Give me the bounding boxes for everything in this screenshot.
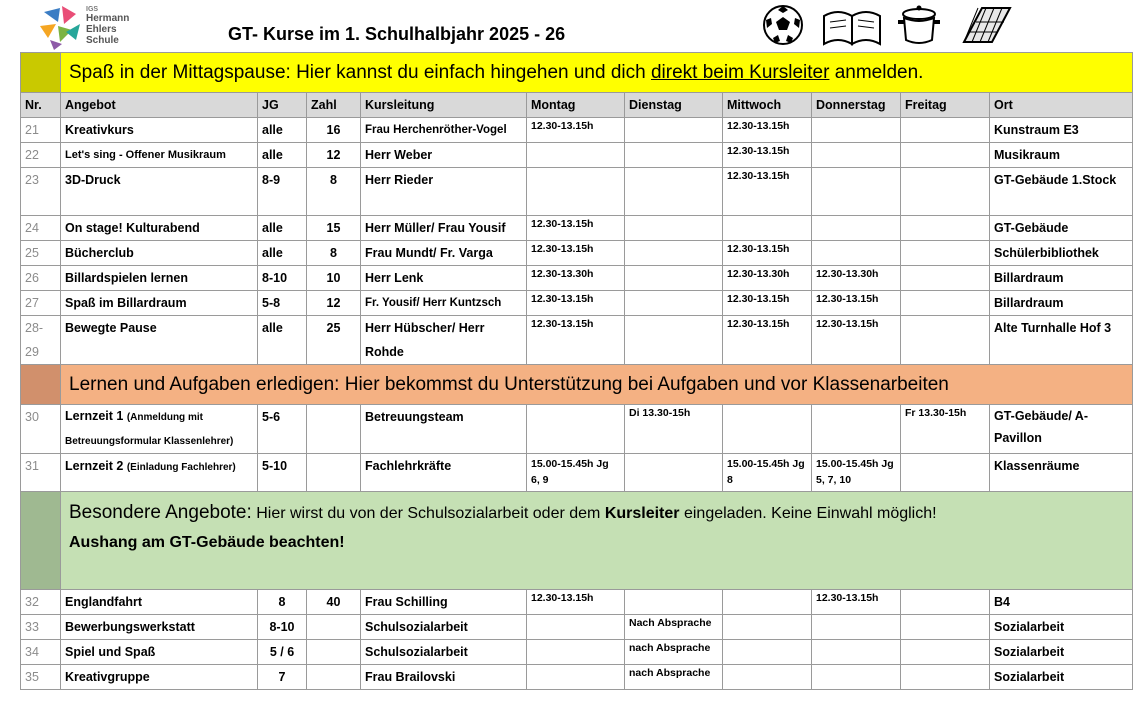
cell-montag (527, 640, 625, 665)
cell-leitung: Frau Brailovski (361, 665, 527, 690)
cell-zahl: 10 (307, 266, 361, 291)
cell-jg: 5-8 (258, 291, 307, 316)
section-text-end: anmelden. (829, 61, 924, 83)
cell-zahl (307, 454, 361, 492)
cell-dienstag (625, 291, 723, 316)
header-icons (760, 2, 1020, 48)
cell-ort: B4 (990, 590, 1133, 615)
cell-leitung: Schulsozialarbeit (361, 615, 527, 640)
cell-montag (527, 615, 625, 640)
cell-ort: Sozialarbeit (990, 615, 1133, 640)
cell-leitung: Frau Herchenröther-Vogel (361, 118, 527, 143)
cell-zahl (307, 665, 361, 690)
cell-donnerstag: 12.30-13.15h (812, 316, 901, 365)
table-row (21, 615, 1133, 640)
cell-ort: Alte Turnhalle Hof 3 (990, 316, 1133, 365)
cell-nr: 28-29 (21, 316, 61, 365)
table-row (21, 143, 1133, 168)
angebot-note: (Einladung Fachlehrer) (126, 462, 236, 473)
cell-leitung: Betreuungsteam (361, 405, 527, 454)
section-swatch (21, 492, 61, 590)
logo-line3: Schule (86, 35, 119, 46)
cell-nr: 22 (21, 143, 61, 168)
section-lead: Besondere Angebote: (69, 502, 252, 523)
cell-leitung: Schulsozialarbeit (361, 640, 527, 665)
cell-angebot (61, 405, 258, 454)
cell-angebot: Bewegte Pause (61, 316, 258, 365)
cell-jg: 8-10 (258, 615, 307, 640)
section-swatch (21, 53, 61, 93)
cell-montag (527, 143, 625, 168)
col-montag: Montag (527, 93, 625, 118)
cell-dienstag (625, 590, 723, 615)
col-zahl: Zahl (307, 93, 361, 118)
course-table (20, 52, 1133, 690)
cell-angebot: Spiel und Spaß (61, 640, 258, 665)
col-nr: Nr. (21, 93, 61, 118)
cell-nr: 27 (21, 291, 61, 316)
cell-montag: 12.30-13.15h (527, 241, 625, 266)
board-game-icon (960, 2, 1014, 48)
cell-angebot: Billardspielen lernen (61, 266, 258, 291)
cell-leitung: Fr. Yousif/ Herr Kuntzsch (361, 291, 527, 316)
cell-donnerstag (812, 143, 901, 168)
section-text: Hier wirst du von der Schulsozialarbeit oder dem (251, 505, 605, 522)
cell-freitag (901, 143, 990, 168)
logo-line2: Ehlers (86, 24, 117, 35)
cell-jg: 5 / 6 (258, 640, 307, 665)
document-title: GT- Kurse im 1. Schulhalbjahr 2025 - 26 (228, 24, 566, 44)
cell-donnerstag (812, 405, 901, 454)
col-kursleitung: Kursleitung (361, 93, 527, 118)
cell-ort: Sozialarbeit (990, 665, 1133, 690)
logo-line1: Hermann (86, 13, 130, 24)
cell-jg: alle (258, 241, 307, 266)
col-mittwoch: Mittwoch (723, 93, 812, 118)
cell-angebot (61, 454, 258, 492)
cell-nr: 24 (21, 216, 61, 241)
cell-ort: Billardraum (990, 291, 1133, 316)
cell-freitag (901, 316, 990, 365)
cell-leitung: Fachlehrkräfte (361, 454, 527, 492)
section-emphasis: Kursleiter (604, 505, 680, 522)
cell-angebot: Bewerbungswerkstatt (61, 615, 258, 640)
cell-ort: GT-Gebäude/ A-Pavillon (990, 405, 1133, 454)
cooking-pot-icon (896, 2, 942, 48)
cell-freitag: Fr 13.30-15h (901, 405, 990, 454)
cell-dienstag: nach Absprache (625, 665, 723, 690)
school-logo-mark-icon (36, 4, 86, 50)
cell-ort: Kunstraum E3 (990, 118, 1133, 143)
cell-donnerstag: 12.30-13.30h (812, 266, 901, 291)
cell-zahl: 25 (307, 316, 361, 365)
cell-freitag (901, 266, 990, 291)
cell-angebot: Spaß im Billardraum (61, 291, 258, 316)
cell-donnerstag (812, 216, 901, 241)
col-angebot: Angebot (61, 93, 258, 118)
cell-dienstag (625, 454, 723, 492)
cell-mittwoch (723, 216, 812, 241)
cell-zahl: 15 (307, 216, 361, 241)
cell-nr: 34 (21, 640, 61, 665)
cell-mittwoch (723, 615, 812, 640)
cell-jg: alle (258, 216, 307, 241)
cell-freitag (901, 454, 990, 492)
soccer-ball-icon (760, 2, 806, 48)
cell-angebot: Kreativgruppe (61, 665, 258, 690)
cell-dienstag (625, 241, 723, 266)
school-logo (36, 4, 146, 50)
cell-zahl: 16 (307, 118, 361, 143)
cell-nr: 26 (21, 266, 61, 291)
section-swatch (21, 365, 61, 405)
section-title: Lernen und Aufgaben erledigen: Hier bekommst du Unterstützung bei Aufgaben und vor Klassenarbeiten (61, 365, 1133, 405)
cell-mittwoch: 12.30-13.15h (723, 316, 812, 365)
cell-mittwoch (723, 590, 812, 615)
cell-leitung: Herr Hübscher/ Herr Rohde (361, 316, 527, 365)
cell-dienstag (625, 266, 723, 291)
section-title (61, 492, 1133, 590)
cell-freitag (901, 615, 990, 640)
cell-donnerstag (812, 118, 901, 143)
cell-dienstag: Di 13.30-15h (625, 405, 723, 454)
col-ort: Ort (990, 93, 1133, 118)
cell-mittwoch: 15.00-15.45h Jg 8 (723, 454, 812, 492)
section-notice: Aushang am GT-Gebäude beachten! (69, 534, 345, 551)
cell-ort: GT-Gebäude (990, 216, 1133, 241)
cell-angebot: Bücherclub (61, 241, 258, 266)
cell-nr: 32 (21, 590, 61, 615)
cell-mittwoch: 12.30-13.30h (723, 266, 812, 291)
table-row (21, 316, 1133, 365)
col-freitag: Freitag (901, 93, 990, 118)
cell-ort: Sozialarbeit (990, 640, 1133, 665)
cell-donnerstag (812, 241, 901, 266)
table-row (21, 241, 1133, 266)
cell-ort: Schülerbibliothek (990, 241, 1133, 266)
cell-ort: GT-Gebäude 1.Stock (990, 168, 1133, 216)
cell-dienstag: nach Absprache (625, 640, 723, 665)
cell-jg: 8-10 (258, 266, 307, 291)
cell-montag: 12.30-13.30h (527, 266, 625, 291)
cell-angebot: 3D-Druck (61, 168, 258, 216)
cell-donnerstag (812, 168, 901, 216)
cell-freitag (901, 640, 990, 665)
column-header-row (21, 93, 1133, 118)
table-row (21, 216, 1133, 241)
cell-donnerstag (812, 665, 901, 690)
cell-mittwoch: 12.30-13.15h (723, 168, 812, 216)
cell-zahl (307, 405, 361, 454)
cell-freitag (901, 118, 990, 143)
cell-mittwoch (723, 640, 812, 665)
cell-montag: 12.30-13.15h (527, 291, 625, 316)
table-row (21, 291, 1133, 316)
cell-nr: 21 (21, 118, 61, 143)
cell-nr: 35 (21, 665, 61, 690)
section-text-end: eingeladen. Keine Einwahl möglich! (679, 505, 937, 522)
table-row (21, 405, 1133, 454)
cell-freitag (901, 291, 990, 316)
section-text: Spaß in der Mittagspause: Hier kannst du einfach hingehen und dich (69, 61, 651, 83)
cell-leitung: Herr Rieder (361, 168, 527, 216)
cell-nr: 31 (21, 454, 61, 492)
cell-leitung: Frau Schilling (361, 590, 527, 615)
cell-dienstag (625, 143, 723, 168)
section-besondere (21, 492, 1133, 590)
col-dienstag: Dienstag (625, 93, 723, 118)
cell-dienstag: Nach Absprache (625, 615, 723, 640)
cell-jg: alle (258, 143, 307, 168)
cell-jg: 8-9 (258, 168, 307, 216)
cell-mittwoch: 12.30-13.15h (723, 291, 812, 316)
angebot-title: Lernzeit 2 (65, 459, 124, 473)
cell-montag (527, 405, 625, 454)
cell-zahl: 8 (307, 241, 361, 266)
cell-jg: alle (258, 118, 307, 143)
cell-dienstag (625, 216, 723, 241)
cell-nr: 23 (21, 168, 61, 216)
cell-jg: 5-6 (258, 405, 307, 454)
cell-leitung: Frau Mundt/ Fr. Varga (361, 241, 527, 266)
cell-donnerstag: 12.30-13.15h (812, 291, 901, 316)
cell-angebot: On stage! Kulturabend (61, 216, 258, 241)
cell-nr: 33 (21, 615, 61, 640)
table-row (21, 640, 1133, 665)
cell-jg: 8 (258, 590, 307, 615)
section-emphasis: direkt beim Kursleiter (650, 61, 830, 83)
cell-montag: 12.30-13.15h (527, 216, 625, 241)
table-row (21, 454, 1133, 492)
cell-jg: 5-10 (258, 454, 307, 492)
col-jg: JG (258, 93, 307, 118)
cell-montag: 12.30-13.15h (527, 316, 625, 365)
cell-freitag (901, 241, 990, 266)
cell-nr: 30 (21, 405, 61, 454)
cell-freitag (901, 665, 990, 690)
table-row (21, 590, 1133, 615)
cell-mittwoch: 12.30-13.15h (723, 241, 812, 266)
cell-montag (527, 665, 625, 690)
cell-mittwoch (723, 405, 812, 454)
cell-leitung: Herr Lenk (361, 266, 527, 291)
cell-mittwoch (723, 665, 812, 690)
logo-igs: IGS (86, 6, 99, 13)
table-row (21, 266, 1133, 291)
cell-ort: Klassenräume (990, 454, 1133, 492)
cell-zahl: 12 (307, 291, 361, 316)
cell-montag (527, 168, 625, 216)
cell-freitag (901, 168, 990, 216)
cell-dienstag (625, 316, 723, 365)
cell-donnerstag (812, 640, 901, 665)
cell-zahl (307, 640, 361, 665)
cell-mittwoch: 12.30-13.15h (723, 143, 812, 168)
cell-jg: alle (258, 316, 307, 365)
angebot-title: Lernzeit 1 (65, 409, 124, 423)
cell-freitag (901, 590, 990, 615)
cell-zahl: 12 (307, 143, 361, 168)
cell-montag: 12.30-13.15h (527, 118, 625, 143)
cell-montag: 15.00-15.45h Jg 6, 9 (527, 454, 625, 492)
col-donnerstag: Donnerstag (812, 93, 901, 118)
cell-zahl: 40 (307, 590, 361, 615)
table-row (21, 168, 1133, 216)
section-lernen (21, 365, 1133, 405)
cell-zahl: 8 (307, 168, 361, 216)
cell-angebot: Let's sing - Offener Musikraum (61, 143, 258, 168)
cell-montag: 12.30-13.15h (527, 590, 625, 615)
cell-leitung: Herr Weber (361, 143, 527, 168)
cell-freitag (901, 216, 990, 241)
cell-ort: Musikraum (990, 143, 1133, 168)
table-row (21, 118, 1133, 143)
cell-leitung: Herr Müller/ Frau Yousif (361, 216, 527, 241)
page-header (0, 0, 1140, 52)
school-logo-text (86, 6, 129, 46)
cell-ort: Billardraum (990, 266, 1133, 291)
cell-donnerstag (812, 615, 901, 640)
book-icon (820, 2, 884, 48)
cell-jg: 7 (258, 665, 307, 690)
cell-dienstag (625, 168, 723, 216)
table-row (21, 665, 1133, 690)
section-mittagspause (21, 53, 1133, 93)
cell-nr: 25 (21, 241, 61, 266)
section-title (61, 53, 1133, 93)
cell-angebot: Kreativkurs (61, 118, 258, 143)
cell-donnerstag: 12.30-13.15h (812, 590, 901, 615)
angebot-note: (Anmeldung mit Betreuungsformular Klassenlehrer) (65, 412, 234, 447)
cell-zahl (307, 615, 361, 640)
cell-donnerstag: 15.00-15.45h Jg 5, 7, 10 (812, 454, 901, 492)
cell-dienstag (625, 118, 723, 143)
cell-angebot: Englandfahrt (61, 590, 258, 615)
cell-mittwoch: 12.30-13.15h (723, 118, 812, 143)
